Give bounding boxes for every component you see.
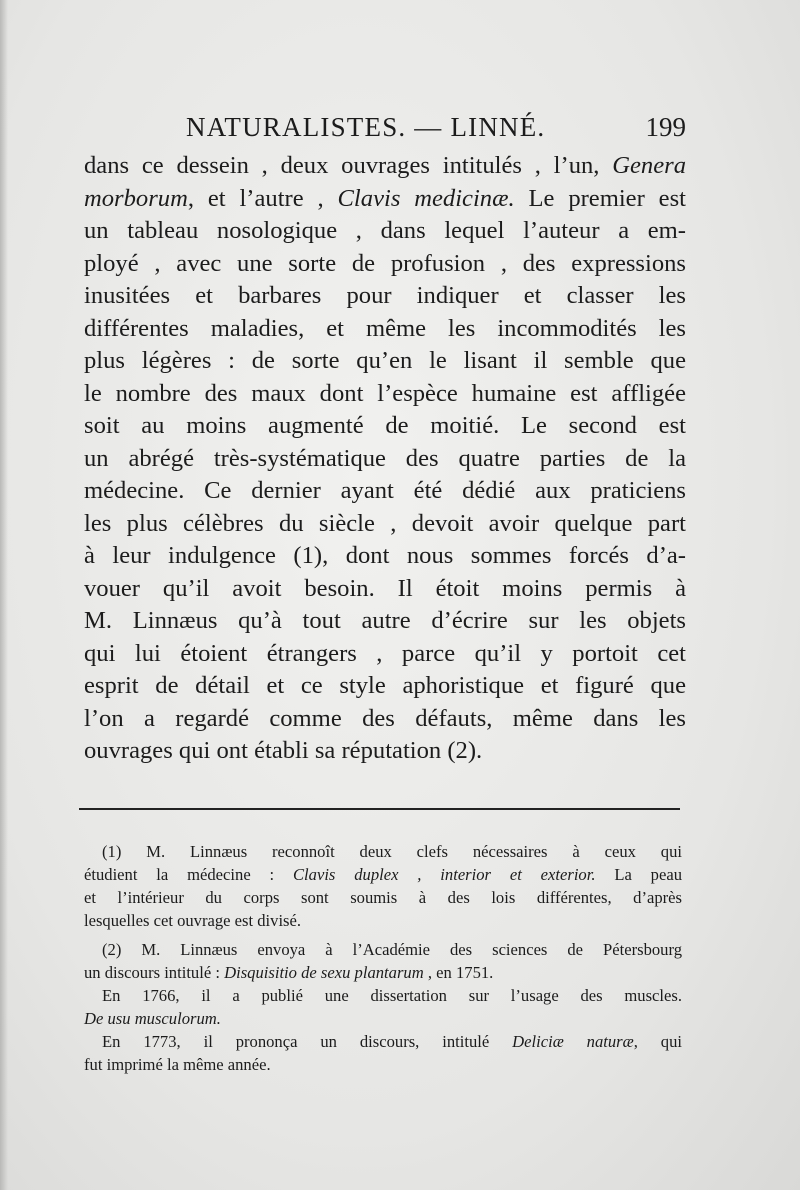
footnote-line [84, 909, 682, 932]
text-line [84, 670, 686, 703]
main-text [84, 150, 686, 768]
text-line [84, 248, 686, 281]
italic-text: morborum [84, 184, 188, 212]
text-line [84, 280, 686, 313]
text-run: un discours intitulé : [84, 963, 225, 982]
footnote-line [84, 1007, 682, 1030]
text-run: différentes maladies, et même les incommodités les [84, 314, 686, 342]
page-edge-shadow [0, 0, 8, 1190]
footnote [84, 984, 682, 1030]
text-line [84, 475, 686, 508]
text-run: M. Linnæus qu’à tout autre d’écrire sur les objets [84, 607, 686, 634]
text-run: les plus célèbres du siècle , devoit avoir quelque part [84, 509, 686, 537]
page-number: 199 [645, 112, 686, 142]
text-run: un abrégé très-systématique des quatre parties de la [84, 444, 686, 472]
text-run: ouvrages qui ont établi sa réputation (2). [84, 737, 483, 764]
text-run: un tableau nosologique , dans lequel l’auteur a em- [84, 217, 686, 244]
text-line [84, 378, 686, 411]
text-line [84, 410, 686, 443]
text-line [84, 508, 686, 541]
footnote-line [84, 1053, 682, 1076]
text-run: étudient la médecine : [84, 865, 293, 884]
footnote-line [84, 1030, 682, 1053]
footnote-separator [79, 808, 680, 810]
italic-text: Genera [612, 152, 686, 179]
text-line [84, 703, 686, 736]
text-line [84, 313, 686, 346]
text-run: La peau [595, 865, 683, 884]
text-run: Le premier est [514, 184, 686, 212]
text-line [84, 540, 686, 573]
footnote-line [84, 938, 682, 961]
footnote-line [84, 961, 682, 984]
text-run: , en 1751. [423, 963, 494, 982]
italic-text: Clavis medicinæ. [337, 184, 515, 212]
footnote-line [84, 886, 682, 909]
text-line [84, 215, 686, 248]
text-run: l’on a regardé comme des défauts, même dans les [84, 704, 686, 732]
text-run: plus légères : de sorte qu’en le lisant il semble que [84, 347, 686, 374]
text-line [84, 573, 686, 606]
text-run: inusitées et barbares pour indiquer et classer les [84, 282, 686, 309]
text-run: dans ce dessein , deux ouvrages intitulés , l’un, [84, 152, 613, 179]
text-run: et l’intérieur du corps sont soumis à des lois différentes, d’après [84, 888, 682, 907]
text-run: lesquelles cet ouvrage est divisé. [84, 911, 302, 930]
footnote-line [84, 863, 682, 886]
text-run: , et l’autre , [187, 184, 338, 212]
footnotes [84, 840, 682, 1076]
footnote-line [84, 984, 682, 1007]
text-run: fut imprimé la même année. [84, 1055, 271, 1074]
text-run: (2) M. Linnæus envoya à l’Académie des sciences de Pétersbourg [102, 940, 682, 959]
footnote [84, 1030, 682, 1076]
italic-text: Deliciæ naturæ [512, 1032, 634, 1051]
text-line [84, 605, 686, 638]
italic-text: Disquisitio de sexu plantarum [224, 963, 424, 982]
text-run: (1) M. Linnæus reconnoît deux clefs nécessaires à ceux qui [102, 842, 682, 861]
text-line [84, 735, 686, 768]
text-run: le nombre des maux dont l’espèce humaine est affligée [84, 379, 686, 407]
text-run: vouer qu’il avoit besoin. Il étoit moins permis à [84, 574, 686, 602]
text-run: qui lui étoient étrangers , parce qu’il y portoit cet [84, 639, 686, 667]
italic-text: De usu musculorum. [84, 1009, 221, 1028]
text-run: à leur indulgence (1), dont nous sommes forcés d’a- [84, 542, 686, 569]
text-run: En 1773, il prononça un discours, intitulé [102, 1032, 513, 1051]
running-title: NATURALISTES. — LINNÉ. [186, 112, 546, 142]
text-line [84, 345, 686, 378]
text-run: esprit de détail et ce style aphoristique et figuré que [84, 672, 686, 699]
text-run: , qui [633, 1032, 682, 1051]
text-run: médecine. Ce dernier ayant été dédié aux praticiens [84, 477, 686, 504]
footnote [84, 938, 682, 984]
text-run: En 1766, il a publié une dissertation sur l’usage des muscles. [102, 986, 682, 1005]
text-run: ployé , avec une sorte de profusion , des expressions [84, 249, 686, 277]
footnote-line [84, 840, 682, 863]
text-line [84, 150, 686, 183]
text-run: soit au moins augmenté de moitié. Le second est [84, 412, 686, 439]
italic-text: Clavis duplex , interior et exterior. [292, 865, 596, 884]
text-line [84, 183, 686, 216]
footnote [84, 840, 682, 932]
text-line [84, 443, 686, 476]
text-line [84, 638, 686, 671]
page-header [84, 112, 686, 152]
